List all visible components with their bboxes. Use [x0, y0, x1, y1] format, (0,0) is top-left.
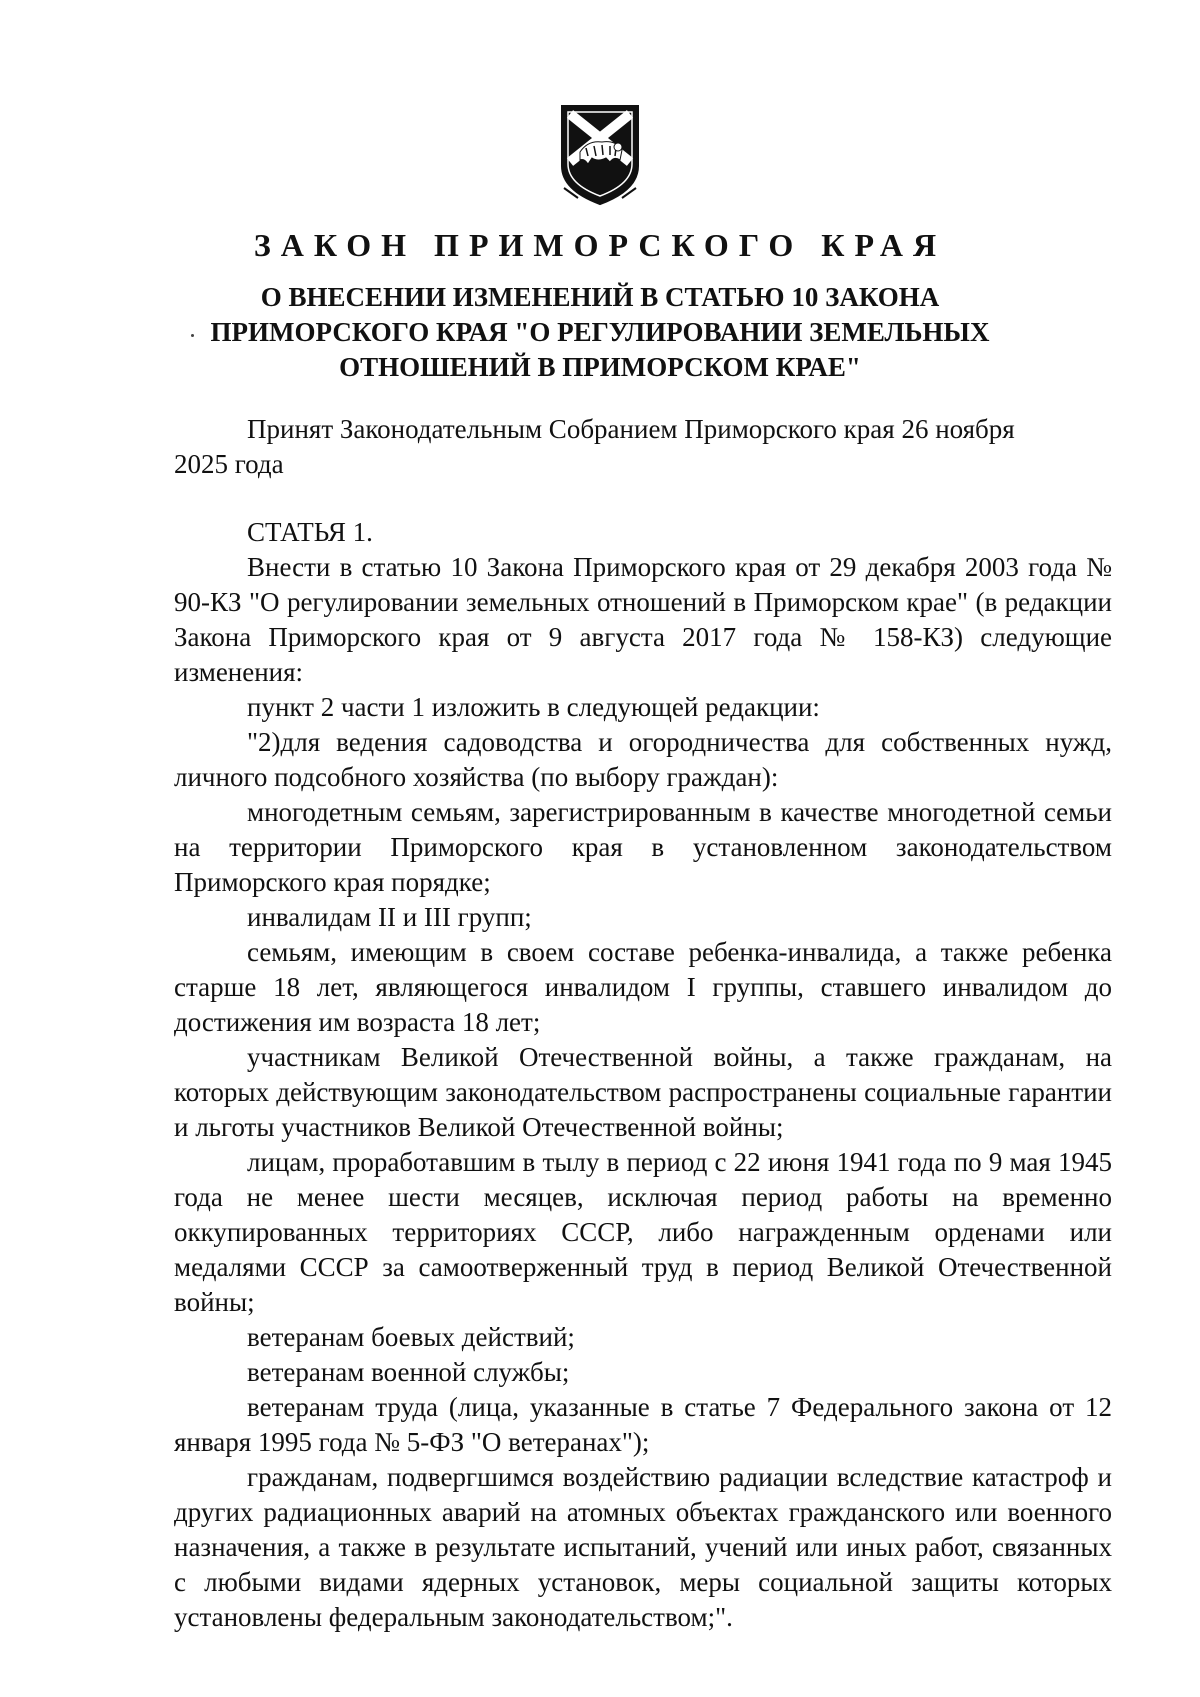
scan-speck — [191, 334, 194, 337]
paragraph-military-veterans: ветеранам военной службы; — [247, 1357, 570, 1387]
text-line: ветеранам труда (лица, указанные в статье 7 Федерального закона — [247, 1392, 1039, 1422]
paragraph-home-front — [174, 1145, 1112, 1320]
text-line: войны; — [174, 1287, 255, 1317]
text-line: (в редакции Закона Приморского края от 9 августа 2017 года № 158-КЗ) — [174, 587, 1112, 652]
paragraph-disabled: инвалидам II и III групп; — [247, 902, 532, 932]
text-line: старше 18 лет, являющегося инвалидом I группы, ставшего инвалидом до — [174, 972, 1112, 1002]
paragraph-large-families — [174, 795, 1112, 900]
text-line: Внести в статью 10 Закона Приморского края от 29 декабря 2003 года — [247, 552, 1078, 582]
text-line: оккупированных территориях СССР, либо награжденным орденами или — [174, 1217, 1112, 1247]
text-line: катастроф и других радиационных аварий на атомных объектах — [174, 1462, 1113, 1527]
adoption-line: Принят Законодательным Собранием Приморского края 26 ноября — [247, 414, 1015, 444]
law-subtitle — [150, 280, 1050, 385]
paragraph-families-disabled-child — [174, 935, 1112, 1040]
text-line: гражданам, подвергшимся воздействию радиации вследствие — [247, 1462, 964, 1492]
text-line: семьи на территории Приморского края в установленном законодательством — [174, 797, 1112, 862]
law-title: ЗАКОН ПРИМОРСКОГО КРАЯ — [253, 227, 947, 263]
text-line: меры социальной защиты которых установлены федеральным — [174, 1567, 1113, 1632]
text-line: Приморского края порядке; — [174, 867, 491, 897]
text-line: достижения им возраста 18 лет; — [174, 1007, 541, 1037]
text-line: следующие изменения: — [174, 622, 1112, 687]
text-line: от 12 января 1995 года № 5-ФЗ "О ветеранах"); — [174, 1392, 1112, 1457]
law-body — [174, 412, 1112, 1635]
text-line: личного подсобного хозяйства (по выбору граждан): — [174, 762, 779, 792]
text-line: медалями СССР за самоотверженный труд в период Великой Отечественной — [174, 1252, 1112, 1282]
primorsky-krai-coat-of-arms-icon — [558, 100, 642, 208]
adoption-note — [174, 412, 1112, 482]
article-heading: СТАТЬЯ 1. — [247, 517, 373, 547]
text-line: "2)для ведения садоводства и огородничества для собственных нужд, — [247, 727, 1112, 757]
subtitle-line: ПРИМОРСКОГО КРАЯ "О РЕГУЛИРОВАНИИ ЗЕМЕЛЬНЫХ — [210, 317, 990, 347]
text-line: многодетным семьям, зарегистрированным в качестве многодетной — [247, 797, 1036, 827]
text-line: которых действующим законодательством распространены социальные — [174, 1077, 1002, 1107]
paragraph-item-intro: пункт 2 части 1 изложить в следующей редакции: — [247, 692, 820, 722]
paragraph-combat-veterans: ветеранам боевых действий; — [247, 1322, 575, 1352]
paragraph-labor-veterans — [174, 1390, 1112, 1460]
text-line: № 90-КЗ "О регулировании земельных отношений в Приморском крае" — [174, 552, 1113, 617]
text-line: законодательством;". — [491, 1602, 733, 1632]
paragraph-intro — [174, 550, 1112, 690]
subtitle-line: О ВНЕСЕНИИ ИЗМЕНЕНИЙ В СТАТЬЮ 10 ЗАКОНА — [260, 282, 940, 312]
text-line: 1945 года не менее шести месяцев, исключая период работы на временно — [174, 1147, 1112, 1212]
paragraph-war-participants — [174, 1040, 1112, 1145]
text-line: лицам, проработавшим в тылу в период с 22 июня 1941 года по 9 мая — [247, 1147, 1051, 1177]
text-line: гражданского или военного назначения, а также в результате испытаний, — [174, 1497, 1112, 1562]
text-line: семьям, имеющим в своем составе ребенка-инвалида, а также ребенка — [247, 937, 1112, 967]
text-line: учений или иных работ, связанных с любыми видами ядерных установок, — [174, 1532, 1112, 1597]
paragraph-radiation — [174, 1460, 1112, 1635]
adoption-line: 2025 года — [174, 449, 284, 479]
paragraph-2 — [174, 725, 1112, 795]
text-line: участникам Великой Отечественной войны, а также гражданам, на — [247, 1042, 1112, 1072]
subtitle-line: ОТНОШЕНИЙ В ПРИМОРСКОМ КРАЕ" — [339, 352, 861, 382]
text-line: гарантии и льготы участников Великой Отечественной войны; — [174, 1077, 1112, 1142]
